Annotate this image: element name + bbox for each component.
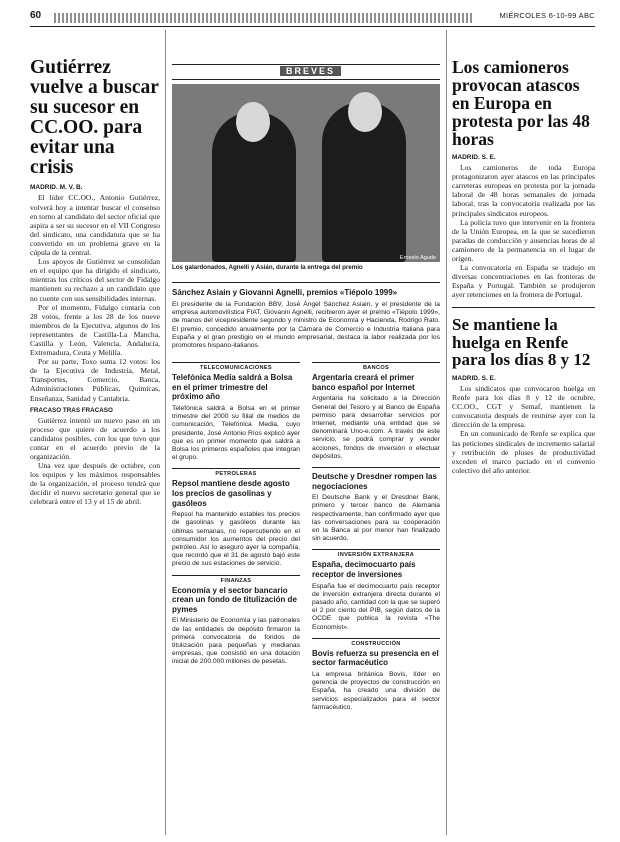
brief-body: España fue el decimocuarto país receptor de inversión extranjera directa durante el pasado año, cantidad con la que se superó el 2 por ciento del PIB, según datos de la OCDE que publica la revista «The Economist». — [312, 582, 440, 631]
brief-tag: BANCOS — [312, 362, 440, 371]
right-column — [452, 30, 595, 835]
brief-headline: España, decimocuarto país receptor de inversiones — [312, 560, 416, 580]
brief-headline: Economía y el sector bancario crean un fondo de titulización de pymes — [172, 585, 297, 614]
brief-tag: INVERSIÓN EXTRANJERA — [312, 549, 440, 558]
brief-headline: Telefónica Media saldrá a Bolsa en el primer trimestre del próximo año — [172, 373, 293, 402]
column-rule — [165, 30, 166, 835]
paragraph: Por el momento, Fidalgo contaría con 28 votos, frente a los 28 de los nueve miembros de la Ejecutiva, algunos de los representantes de Castilla-La Mancha, Castilla y León, Valencia, Andalucía, Extremadura, Ceuta y Melilla. — [30, 302, 160, 358]
brief-headline: Bovis refuerza su presencia en el sector farmacéutico — [312, 648, 439, 668]
paragraph: El líder CC.OO., Antonio Gutiérrez, volverá hoy a intentar buscar el consenso en torno al candidato del sector oficial que aspira a ser su sucesor en el VII Congreso del sindicato, una candidatura que se ha convertido en un problema grave en la cúpula de la central. — [30, 193, 160, 258]
person-head — [236, 102, 270, 142]
left-column — [30, 30, 160, 835]
brief-body: El Deutsche Bank y el Dresdner Bank, primero y tercer banco de Alemania respectivamente, han confirmado ayer que las conversaciones para su cooperación en la Banca al por menor han finalizado sin acuerdo. — [312, 494, 440, 543]
brief-tag: TELECOMUNICACIONES — [172, 362, 300, 371]
brief-body: El Ministerio de Economía y las patronales de las entidades de depósito firmaron la primera convocatoria de fondos de titulización para pequeñas y medianas empresas, que consistió en una dotación inicial de 200.000 millones de pesetas. — [172, 617, 300, 666]
brief-tag: FINANZAS — [172, 575, 300, 584]
brief-tag: PETROLERAS — [172, 468, 300, 477]
brief-tag: CONSTRUCCIÓN — [312, 638, 440, 647]
paragraph: La policía tuvo que intervenir en la frontera de la Unión Europea, en la que se sucedieron paradas de conducción y ausencias horas de al camionero de la permanencia en el lugar de origen. — [452, 217, 595, 264]
brief-body: Repsol ha mantenido estables los precios de gasolinas y gasóleos durante las últimas semanas, no repercutiendo en el consumidor los aumentos del precio del petróleo. Así lo aseguró ayer la compañía, que recordó que el 31 de agosto bajó este precio de sus estaciones de servicio. — [172, 511, 300, 568]
right-headline-1: Los camioneros provocan atascos en Europa en protesta por las 48 horas — [452, 57, 590, 150]
person-head — [348, 92, 382, 132]
brief-headline: Repsol mantiene desde agosto los precios de gasolinas y gasóleos — [172, 479, 290, 508]
lead-headline: Sánchez Asiain y Giovanni Agnelli, premios «Tiépolo 1999» — [172, 282, 440, 297]
brief-body: Argentaria ha solicitado a la Dirección General del Tesoro y al Banco de España permiso para desarrollar servicios por Internet, mediante una entidad que se denominará Uno-e.com. A través de este servicio, se podrá comprar y vender acciones, fondos de inversión o efectuar depósitos. — [312, 395, 440, 460]
left-byline: MADRID. M. V. B. — [30, 184, 83, 192]
section-divider — [452, 307, 595, 308]
page-number: 60 — [30, 10, 42, 21]
brief-headline: Deutsche y Dresdner rompen las negociaciones — [312, 472, 437, 491]
news-photo — [172, 84, 440, 262]
folio-bar — [30, 10, 595, 27]
column-rule — [446, 30, 447, 835]
briefs-column-a — [172, 356, 300, 712]
brief-body: La empresa británica Bovis, líder en gerencia de proyectos de construcción en España, ha creado una división de servicios especializados para el sector farmacéutico. — [312, 671, 440, 711]
breves-title: BREVES — [280, 66, 341, 76]
paragraph: Gutiérrez intentó un nuevo paso en un proceso que quiere de acuerdo a los candidatos posibles, con los que tuvo que contar en el acuerdo previo de la organización. — [30, 415, 160, 461]
photo-caption: Los galardonados, Agnelli y Asián, durante la entrega del premio — [172, 264, 363, 271]
right-byline-1: MADRID. S. E. — [452, 154, 496, 162]
paragraph: Una vez que después de octubre, con los equipos y los máximos responsables de la organización, el proceso tendrá que decidir el nuevo secretario general que se celebrará entre el 13 y el 15 de abril. — [30, 461, 160, 507]
briefs-column-b — [312, 356, 440, 712]
breves-header — [172, 64, 440, 80]
left-headline: Gutiérrez vuelve a buscar su sucesor en CC.OO. para evitar una crisis — [30, 57, 159, 179]
lead-body: El presidente de la Fundación BBV, José Ángel Sánchez Asiain, y el presidente de la empresa automovilística FIAT, Giovanni Agnelli, recibieron ayer el premio «Tiépolo 1999», de manos del vicepresidente segundo y ministro de Economía y Hacienda, Rodrigo Rato. El premio, concedido anualmente por la Cámara de Comercio e Industria Italiana para España y el gran prestigio en el mundo empresarial, destaca la labor realizada por los promotores hispano-italianos. — [172, 301, 440, 350]
right-body-1 — [452, 163, 595, 299]
paragraph: Los camioneros de toda Europa protagonizaron ayer atascos en las principales carreteras europeas en protesta por la jornada laboral de 48 horas semanales de jornada laboral, tras la convocatoria realizada por las principales sindicatos europeos. — [452, 163, 595, 218]
brief-tag — [312, 467, 440, 470]
paragraph: Por su parte, Toxo suma 12 votos: los de la Ejecutiva de Industria, Metal, Transportes, Comercio, Banca, Administraciones Públicas, Químicas, Enseñanza, Sanidad y Cantabria. — [30, 357, 160, 403]
right-headline-2: Se mantiene la huelga en Renfe para los días 8 y 12 — [452, 315, 591, 370]
folio-pattern — [54, 13, 474, 23]
left-body-2 — [30, 416, 160, 507]
paragraph: Los apoyos de Gutiérrez se consolidan en el equipo que ha dirigido el sindicato, mientras los críticos del sector de Fidalgo mantienen su rechazo a un candidato que no cuente con sus sensibilidades internas. — [30, 257, 160, 303]
paragraph: La convocatoria en España se tradujo en diversas concentraciones en las fronteras de España y Portugal. También se produjeron ayer retenciones en la frontera de Portugal. — [452, 263, 595, 300]
folio-date: MIÉRCOLES 6-10-99 ABC — [499, 11, 595, 20]
paragraph: En un comunicado de Renfe se explica que las peticiones sindicales de incremento salarial y retribución de pluses de productividad exceden el marco pactado en el convenio colectivo del año anterior. — [452, 429, 595, 475]
brief-headline: Argentaria creará el primer banco español por Internet — [312, 373, 415, 392]
middle-column — [172, 30, 440, 835]
brief-body: Telefónica saldrá a Bolsa en el primer trimestre del 2000 su filial de medios de comunicación, Telefónica Media, cuyo presidente, José Antonio Ríos explicó ayer que es un primer momento que saldrá a Bolsa los primeros españoles que integran el grupo. — [172, 405, 300, 462]
right-body-2 — [452, 384, 595, 475]
left-subheading: FRACASO TRAS FRACASO — [30, 406, 113, 414]
paragraph: Los sindicatos que convocaron huelga en Renfe para los días 8 y 12 de octubre, CC.OO., CGT y Semaf, mantienen la convocatoria después de reunirse ayer con la dirección de la empresa. — [452, 383, 595, 430]
briefs-grid — [172, 356, 440, 712]
photo-credit: Ernesto Agudo — [399, 255, 436, 261]
right-byline-2: MADRID. S. E. — [452, 374, 496, 382]
left-body — [30, 193, 160, 402]
